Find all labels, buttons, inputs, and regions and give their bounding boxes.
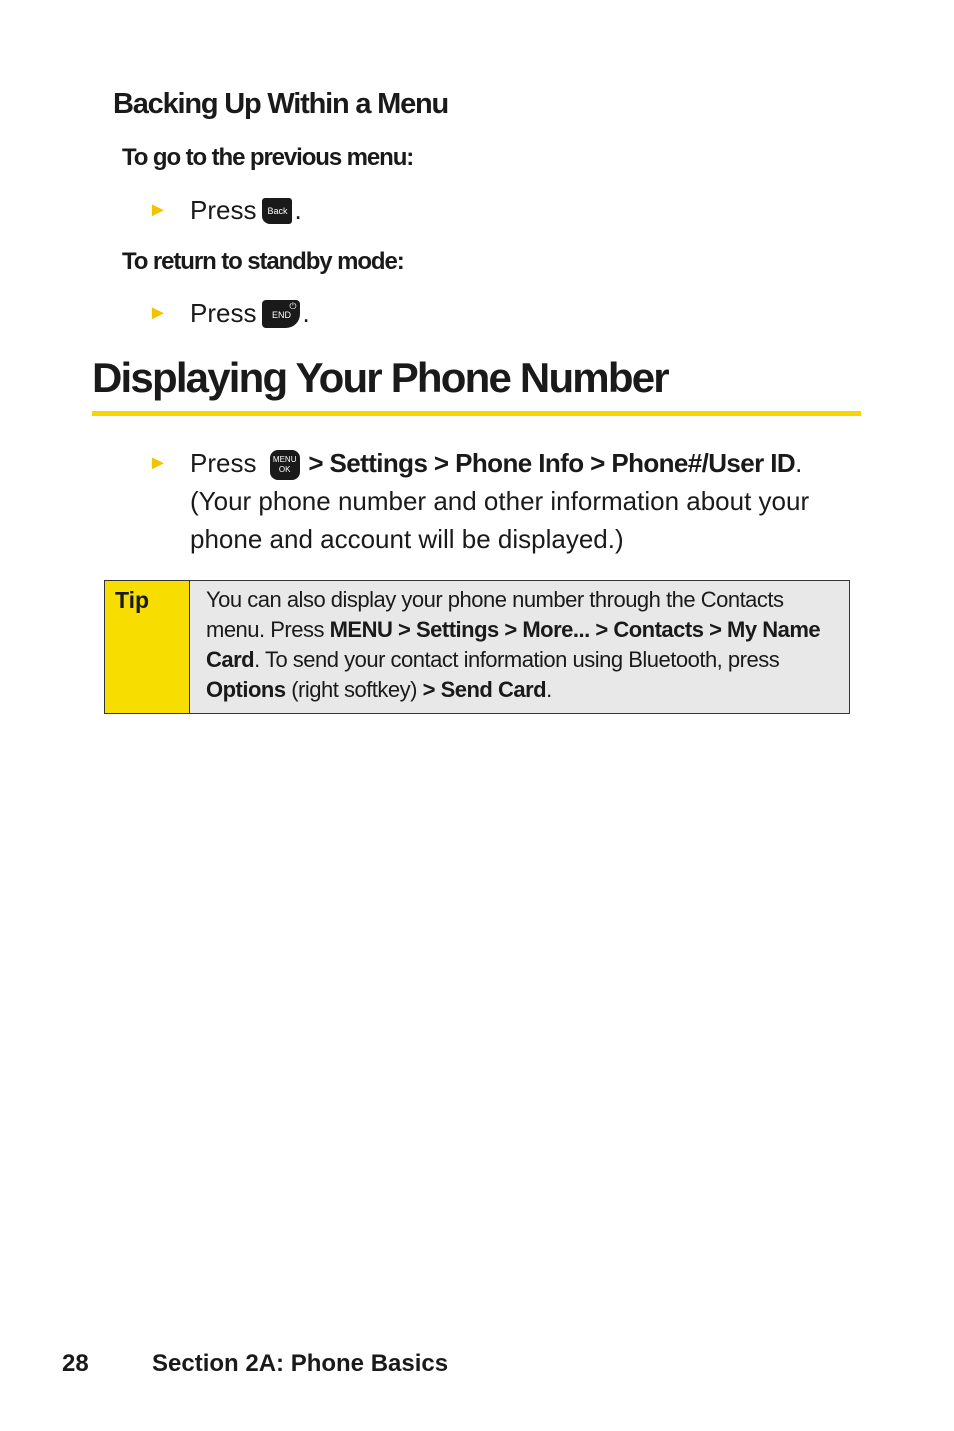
tip-contacts: Contacts (613, 617, 704, 642)
path-separator: > (583, 448, 612, 478)
step-period: . (795, 448, 803, 478)
tip-sep: > (703, 617, 728, 642)
step-period: . (294, 195, 302, 225)
bullet-arrow-icon: ► (148, 452, 168, 474)
menu-ok-key-icon (270, 450, 300, 480)
tip-sep: > (498, 617, 523, 642)
press-end-step (148, 298, 310, 329)
tip-send-card: Send Card (440, 677, 547, 702)
tip-menu: MENU (329, 617, 393, 642)
tip-settings: Settings (415, 617, 499, 642)
page-number: 28 (62, 1350, 89, 1377)
bullet-arrow-icon: ► (148, 199, 168, 221)
tip-text-part: . (546, 677, 552, 702)
path-separator: > (427, 448, 456, 478)
press-back-step (148, 195, 302, 226)
footer-section-title: Section 2A: Phone Basics (152, 1350, 449, 1377)
tip-text-part: (right softkey) (285, 677, 423, 702)
press-text: Press (190, 448, 257, 478)
tip-sep: > (589, 617, 614, 642)
tip-my-name-card: My Name Card (206, 617, 821, 672)
ok-key-label: OK (278, 465, 291, 475)
path-phone-user-id: Phone#/User ID (611, 448, 796, 478)
end-key-label: END (271, 309, 291, 320)
step-note: (Your phone number and other information about your phone and account will be displayed.) (190, 486, 810, 554)
heading-underline (92, 411, 861, 416)
press-text: Press (190, 195, 257, 225)
tip-text-part: . To send your contact information using Bluetooth, press (254, 647, 780, 672)
subsection-heading: Backing Up Within a Menu (113, 88, 449, 120)
tip-sep: > (392, 617, 416, 642)
path-separator: > (301, 448, 330, 478)
path-settings: Settings (329, 448, 428, 478)
tip-text (190, 581, 849, 713)
page-title: Displaying Your Phone Number (92, 354, 668, 401)
back-key-icon: Back (262, 198, 292, 224)
tip-box (104, 580, 850, 714)
path-phone-info: Phone Info (455, 448, 584, 478)
step-period: . (302, 298, 310, 328)
menu-key-label: MENU (272, 455, 297, 465)
power-icon: ⏻ (289, 300, 297, 311)
tip-more: More... (522, 617, 590, 642)
tip-label: Tip (105, 581, 190, 713)
end-key-icon (262, 300, 300, 328)
previous-menu-label: To go to the previous menu: (122, 144, 414, 171)
tip-text-part: You can also display your phone number through the Contacts menu. Press (206, 587, 784, 642)
display-number-step (148, 444, 868, 558)
tip-options: Options (206, 677, 286, 702)
bullet-arrow-icon: ► (148, 302, 168, 324)
press-text: Press (190, 298, 257, 328)
tip-sep: > (422, 677, 441, 702)
standby-mode-label: To return to standby mode: (122, 248, 404, 275)
